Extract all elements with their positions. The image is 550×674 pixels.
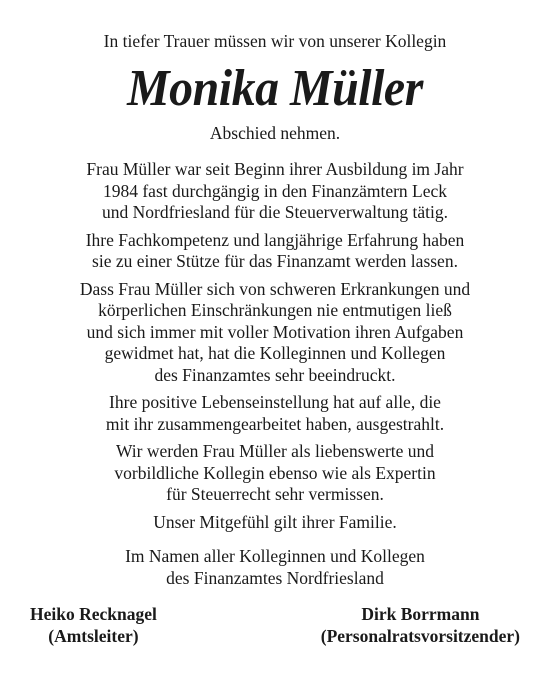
paragraph-career: Frau Müller war seit Beginn ihrer Ausbildung im Jahr 1984 fast durchgängig in den Finanzämtern Leck und Nordfriesland für die Steuerverwaltung tätig. xyxy=(86,159,464,222)
paragraph-resilience: Dass Frau Müller sich von schweren Erkrankungen und körperlichen Einschränkungen nie entmutigen ließ und sich immer mit voller Motivation ihren Aufgaben gewidmet hat, hat die Kolleginnen und Kollegen des Finanzamtes sehr beeindruckt. xyxy=(79,278,471,385)
paragraph-attitude: Ihre positive Lebenseinstellung hat auf alle, die mit ihr zusammengearbeitet haben, ausgestrahlt. xyxy=(105,392,445,434)
signatory-left xyxy=(30,603,157,647)
signatory-right xyxy=(321,603,520,647)
paragraph-expertise: Ihre Fachkompetenz und langjährige Erfahrung haben sie zu einer Stütze für das Finanzamt werden lassen. xyxy=(85,229,465,271)
farewell-line: Abschied nehmen. xyxy=(209,123,341,143)
signatory-name: Dirk Borrmann xyxy=(361,604,480,624)
signatory-role: (Amtsleiter) xyxy=(48,626,139,646)
paragraph-condolence: Unser Mitgefühl gilt ihrer Familie. xyxy=(153,511,397,532)
signatory-role: (Personalratsvorsitzender) xyxy=(320,626,520,646)
closing-line: Im Namen aller Kolleginnen und Kollegen des Finanzamtes Nordfriesland xyxy=(125,546,425,588)
signatures xyxy=(24,603,526,647)
paragraph-missed: Wir werden Frau Müller als liebenswerte und vorbildliche Kollegin ebenso wie als Expertin für Steuerrecht sehr vermissen. xyxy=(114,441,436,504)
deceased-name: Monika Müller xyxy=(127,60,423,117)
signatory-name: Heiko Recknagel xyxy=(30,604,157,624)
intro-line: In tiefer Trauer müssen wir von unserer Kollegin xyxy=(103,31,447,51)
